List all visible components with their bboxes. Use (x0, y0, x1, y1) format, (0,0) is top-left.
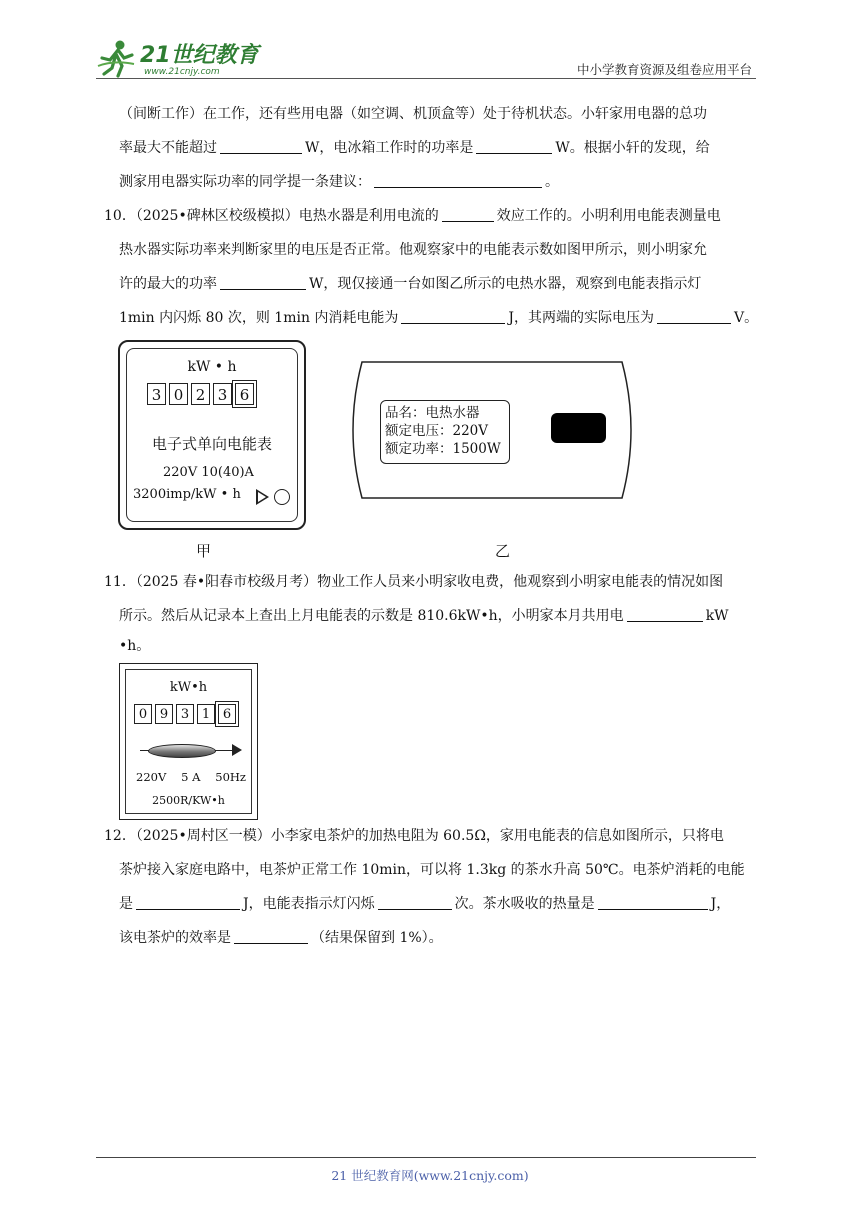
meter-figure-q11 (119, 663, 258, 820)
meter-figure-jia (118, 340, 306, 530)
heater-figure-yi (348, 360, 636, 500)
meter-digit: 2 (191, 383, 210, 405)
answer-blank[interactable] (374, 173, 542, 188)
meter-frequency: 50Hz (215, 770, 246, 784)
footer-divider (96, 1157, 756, 1158)
meter-title: 电子式单向电能表 (151, 435, 272, 453)
q10-line-4: 1min 内闪烁 80 次，则 1min 内消耗电能为 J，其两端的实际电压为 V。 (119, 310, 759, 326)
runner-icon (98, 41, 134, 77)
rotating-disc-icon (148, 744, 216, 758)
q11-line-2: 所示。然后从记录本上查出上月电能表的示数是 810.6kW•h，小明家本月共用电 kW (119, 608, 729, 624)
meter-digit: 9 (155, 704, 173, 724)
answer-blank[interactable] (442, 207, 494, 222)
caption-yi: 乙 (495, 542, 511, 560)
answer-blank[interactable] (220, 139, 302, 154)
q10-line-2: 热水器实际功率来判断家里的电压是否正常。他观察家中的电能表示数如图甲所示，则小明家允 (119, 242, 707, 258)
answer-blank[interactable] (378, 895, 452, 910)
meter-unit: kW • h (187, 359, 237, 375)
q10-line-1: 10．（2025•碑林区校级模拟）电热水器是利用电流的 效应工作的。小明利用电能表测量电 (104, 208, 721, 224)
meter-voltage: 220V (136, 770, 167, 784)
indicator-triangle-icon (256, 489, 269, 505)
meter-rate: 2500R/KW•h (152, 794, 225, 807)
q11-line-3: •h。 (119, 638, 151, 654)
meter-reading (147, 383, 257, 405)
answer-blank[interactable] (476, 139, 552, 154)
q9-line-1: （间断工作）在工作，还有些用电器（如空调、机顶盒等）处于待机状态。小轩家用电器的总功 (119, 106, 707, 122)
answer-blank[interactable] (136, 895, 240, 910)
svg-text:www.21cnjy.com: www.21cnjy.com (144, 67, 220, 77)
q9-line-2: 率最大不能超过 W，电冰箱工作时的功率是 W。根据小轩的发现，给 (119, 140, 710, 156)
heater-display (551, 413, 606, 443)
meter-unit: kW•h (169, 680, 208, 695)
meter-digit-decimal: 6 (235, 383, 254, 405)
q9-line-3: 测家用电器实际功率的同学提一条建议： 。 (119, 174, 559, 190)
meter-current: 5 A (181, 770, 201, 784)
meter-spec-rating: 220V 10(40)A (163, 465, 254, 480)
answer-blank[interactable] (657, 309, 731, 324)
meter-digit-decimal: 6 (218, 704, 236, 724)
svg-text:21世纪教育: 21世纪教育 (140, 43, 259, 68)
indicator-lamp-icon (274, 489, 290, 505)
arrow-right-icon (232, 744, 242, 756)
q12-line-1: 12．（2025•周村区一模）小李家电茶炉的加热电阻为 60.5Ω，家用电能表的信息如图所示，只将电 (104, 828, 724, 844)
answer-blank[interactable] (234, 929, 308, 944)
site-logo (96, 38, 266, 78)
q12-line-3: 是 J，电能表指示灯闪烁 次。茶水吸收的热量是 J， (119, 896, 731, 912)
answer-blank[interactable] (401, 309, 505, 324)
answer-blank[interactable] (627, 607, 703, 622)
nameplate-voltage: 额定电压：220V (385, 423, 489, 439)
q12-line-2: 茶炉接入家庭电路中，电茶炉正常工作 10min，可以将 1.3kg 的茶水升高 50℃。电茶炉消耗的电能 (119, 862, 745, 878)
meter-spec-constant: 3200imp/kW • h (133, 487, 241, 502)
meter-spec-row (136, 770, 246, 784)
header-divider (96, 78, 756, 79)
caption-jia: 甲 (196, 542, 212, 560)
meter-digit: 3 (176, 704, 194, 724)
nameplate-power: 额定功率：1500W (385, 441, 501, 457)
site-name: 中小学教育资源及组卷应用平台 (576, 62, 752, 77)
q10-line-3: 许的最大的功率 W，现仅接通一台如图乙所示的电热水器，观察到电能表指示灯 (119, 276, 702, 292)
meter-digit: 3 (213, 383, 232, 405)
footer-link[interactable]: 21 世纪教育网(www.21cnjy.com) (331, 1168, 529, 1183)
q11-line-1: 11．（2025 春•阳春市校级月考）物业工作人员来小明家收电费，他观察到小明家电能表的情况如图 (104, 574, 724, 590)
nameplate (380, 400, 510, 464)
meter-digit: 0 (169, 383, 188, 405)
meter-digit: 1 (197, 704, 215, 724)
meter-digit: 3 (147, 383, 166, 405)
answer-blank[interactable] (220, 275, 306, 290)
q12-line-4: 该电茶炉的效率是 （结果保留到 1%）。 (119, 930, 443, 946)
answer-blank[interactable] (598, 895, 708, 910)
page-header (96, 38, 756, 80)
nameplate-name: 品名：电热水器 (385, 405, 480, 421)
meter-digit: 0 (134, 704, 152, 724)
meter-reading (134, 704, 239, 724)
